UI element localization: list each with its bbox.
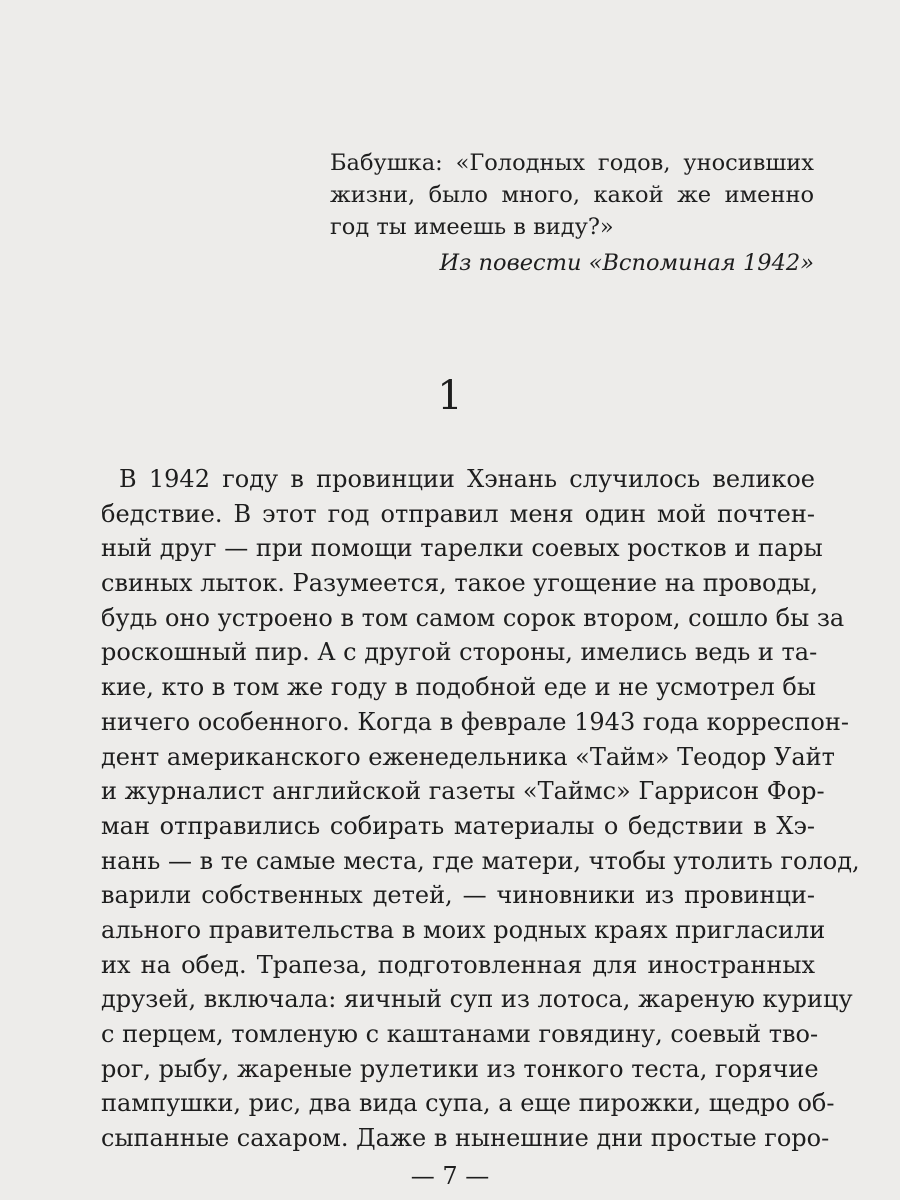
text-line: ального правительства в моих родных краях пригласили: [101, 915, 826, 944]
body-text: [101, 462, 860, 1156]
text-line: дент американского еженедельника «Тайм» Теодор Уайт: [101, 742, 835, 771]
text-line: бедствие. В этот год отправил меня один мой почтен-: [101, 499, 815, 528]
text-line: нань — в те самые места, где матери, чтобы утолить голод,: [101, 846, 860, 875]
text-line: свиных лыток. Разумеется, такое угощение на проводы,: [101, 569, 818, 598]
text-line: варили собственных детей, — чиновники из провинци-: [101, 881, 815, 910]
epigraph-source: Из повести «Вспоминая 1942»: [439, 250, 814, 276]
text-line: будь оно устроено в том самом сорок втором, сошло бы за: [101, 603, 845, 632]
bleed-through-text: [110, 0, 830, 124]
page-number: — 7 —: [410, 1162, 490, 1190]
epigraph-text: Бабушка: «Голодных годов, уносивших жизни, было много, какой же именно год ты имеешь в виду?»: [330, 150, 814, 240]
text-line: ничего особенного. Когда в феврале 1943 года корреспон-: [101, 707, 849, 736]
text-line: друзей, включала: яичный суп из лотоса, жареную курицу: [101, 985, 853, 1014]
text-line: их на обед. Трапеза, подготовленная для иностранных: [101, 950, 815, 979]
text-line: рог, рыбу, жареные рулетики из тонкого теста, горячие: [101, 1054, 819, 1083]
chapter-number: 1: [437, 373, 463, 419]
text-line: с перцем, томленую с каштанами говядину, соевый тво-: [101, 1020, 819, 1048]
text-line: сыпанные сахаром. Даже в нынешние дни простые горо-: [101, 1124, 830, 1153]
text-line: и журналист английской газеты «Таймс» Гаррисон Фор-: [101, 777, 825, 806]
text-line: пампушки, рис, два вида супа, а еще пирожки, щедро об-: [101, 1089, 835, 1118]
text-line: кие, кто в том же году в подобной еде и не усмотрел бы: [101, 673, 816, 702]
text-line: ман отправились собирать материалы о бедствии в Хэ-: [101, 811, 815, 840]
text-line: ный друг — при помощи тарелки соевых ростков и пары: [101, 534, 823, 563]
text-line: роскошный пир. А с другой стороны, имелись ведь и та-: [101, 638, 818, 667]
text-line: В 1942 году в провинции Хэнань случилось великое: [119, 465, 815, 493]
